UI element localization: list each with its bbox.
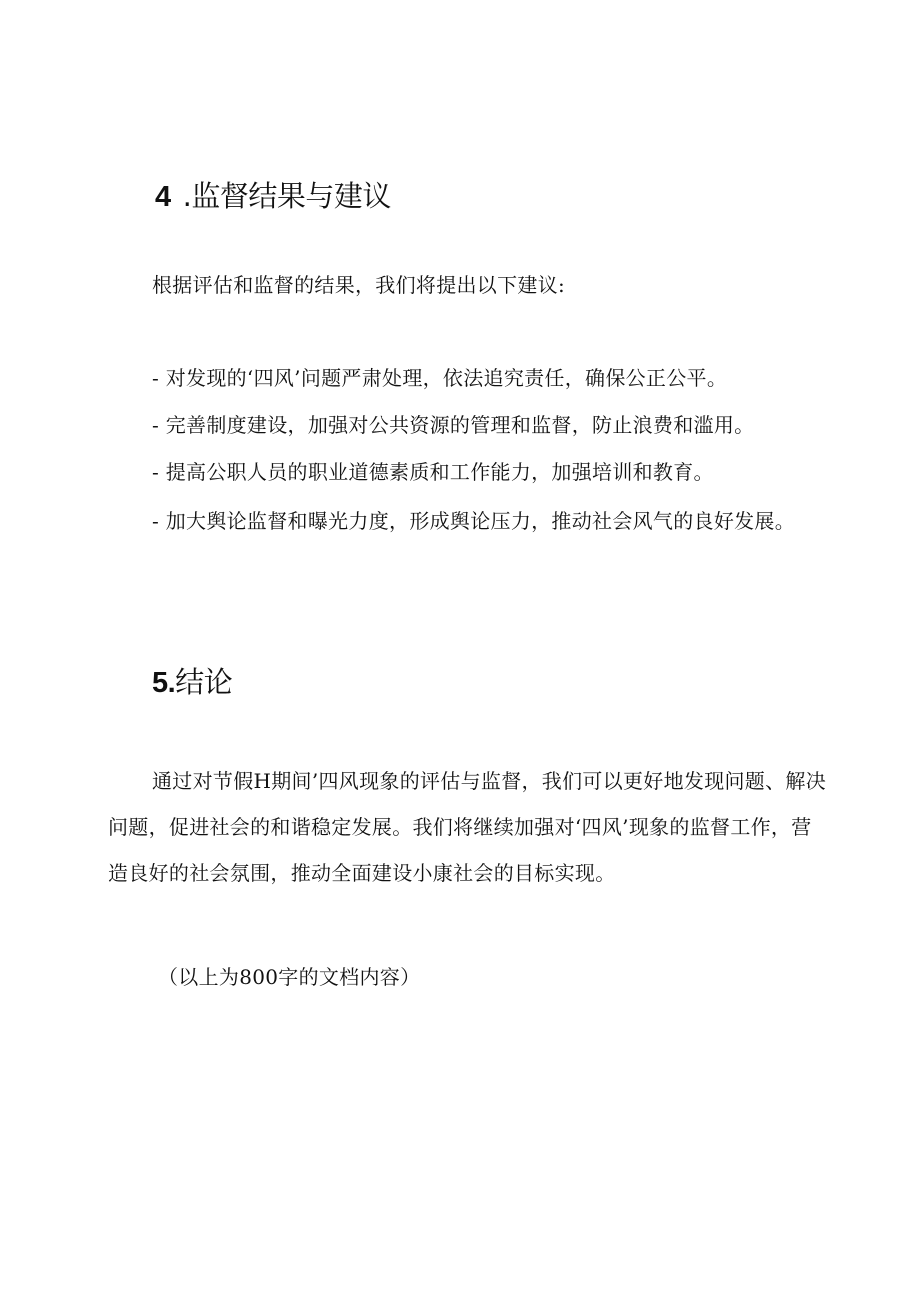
recommendation-item: - 提高公职人员的职业道德素质和工作能力，加强培训和教育。	[152, 460, 714, 484]
recommendation-item: - 完善制度建设，加强对公共资源的管理和监督，防止浪费和滥用。	[152, 413, 755, 437]
section-4-title: .监督结果与建议	[182, 179, 391, 213]
recommendation-item: - 对发现的‘四风’问题严肃处理，依法追究责任，确保公正公平。	[152, 366, 728, 390]
section-5-title: 结论	[175, 665, 233, 699]
section-4-number: 4	[155, 181, 171, 213]
section-5-heading	[152, 662, 232, 703]
word-count-note: （以上为800字的文档内容）	[158, 965, 421, 989]
recommendation-item: - 加大舆论监督和曝光力度，形成舆论压力，推动社会风气的良好发展。	[152, 509, 796, 533]
section-4-heading	[155, 176, 391, 217]
recommendation-list	[108, 358, 828, 551]
section-5-number: 5.	[152, 667, 176, 699]
section-4-intro: 根据评估和监督的结果，我们将提出以下建议:	[152, 273, 566, 297]
conclusion-paragraph: 通过对节假H期间’四风现象的评估与监督，我们可以更好地发现问题、解决问题，促进社会的和谐稳定发展。我们将继续加强对‘四风’现象的监督工作，营造良好的社会氛围，推动全面建设小康社会的目标实现。	[108, 769, 826, 885]
